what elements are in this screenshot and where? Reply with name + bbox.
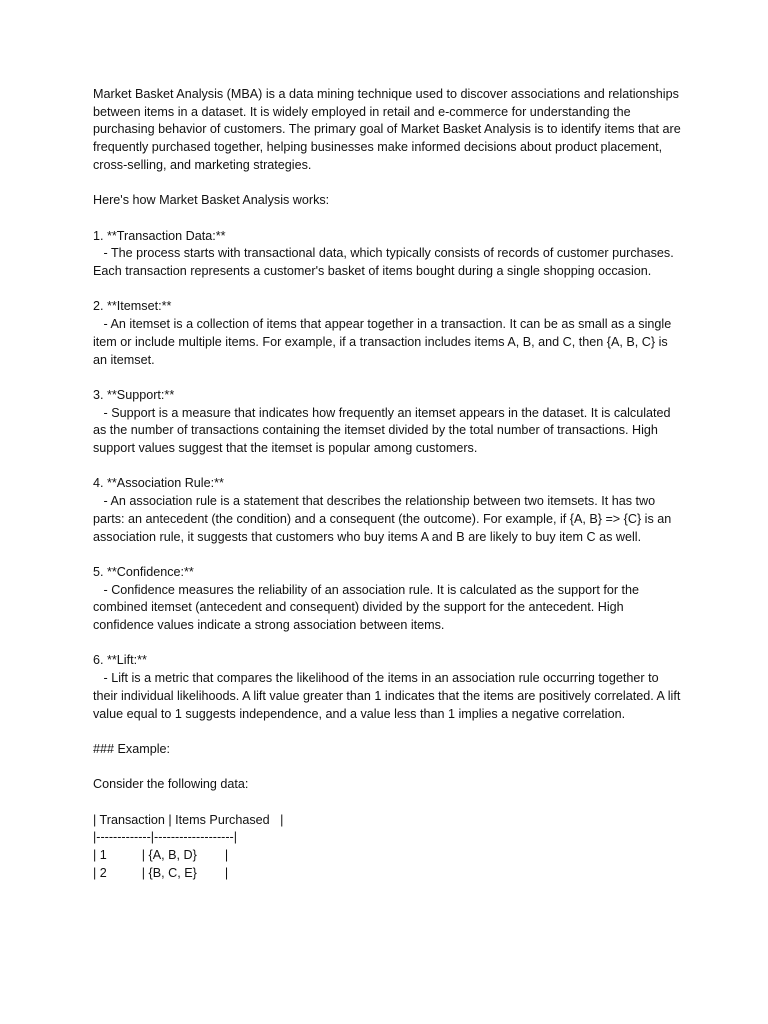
- step-heading: 2. **Itemset:**: [93, 299, 172, 314]
- step-heading: 5. **Confidence:**: [93, 564, 194, 579]
- intro-paragraph: Market Basket Analysis (MBA) is a data mining technique used to discover associations and relationships between items in a dataset. It is widely employed in retail and e-commerce for understanding the purchasing behavior of customers. The primary goal of Market Basket Analysis is to identify items that are frequently purchased together, helping businesses make informed decisions about product placement, cross-selling, and marketing strategies.: [93, 87, 685, 172]
- step-heading: 3. **Support:**: [93, 387, 175, 402]
- step-4: [93, 475, 683, 546]
- step-body: - Confidence measures the reliability of an association rule. It is calculated as the support for the combined itemset (antecedent and consequent) divided by the support for the antecedent. High confidence values indicate a strong association between items.: [93, 582, 643, 632]
- step-heading: 1. **Transaction Data:**: [93, 228, 226, 243]
- table-line: | 1 | {A, B, D} |: [93, 848, 229, 863]
- step-body: - Support is a measure that indicates how frequently an itemset appears in the dataset. It is calculated as the number of transactions containing the itemset divided by the total number of transactions. High support values suggest that the itemset is popular among customers.: [93, 405, 675, 455]
- step-body: - An itemset is a collection of items that appear together in a transaction. It can be as small as a single item or include multiple items. For example, if a transaction includes items A, B, and C, then {A, B, C} is an itemset.: [93, 317, 675, 367]
- table-line: |-------------|-------------------|: [93, 830, 238, 845]
- step-body: - An association rule is a statement that describes the relationship between two itemsets. It has two parts: an antecedent (the condition) and a consequent (the outcome). For example, if {A, B} => {C} is an association rule, it suggests that customers who buy items A and B are likely to buy item C as well.: [93, 494, 675, 544]
- step-body: - Lift is a metric that compares the likelihood of the items in an association rule occurring together to their individual likelihoods. A lift value greater than 1 indicates that the items are positively correlated. A lift value equal to 1 suggests independence, and a value less than 1 implies a negative correlation.: [93, 671, 684, 721]
- markdown-table: [93, 812, 683, 883]
- how-it-works-line: Here's how Market Basket Analysis works:: [93, 193, 330, 208]
- step-heading: 6. **Lift:**: [93, 653, 147, 668]
- table-line: | 2 | {B, C, E} |: [93, 865, 229, 880]
- step-1: [93, 228, 683, 281]
- step-body: - The process starts with transactional data, which typically consists of records of customer purchases. Each transaction represents a customer's basket of items bought during a single shopping occasion.: [93, 246, 678, 278]
- consider-line: Consider the following data:: [93, 777, 249, 792]
- document-body: [93, 86, 683, 882]
- step-heading: 4. **Association Rule:**: [93, 476, 224, 491]
- step-6: [93, 652, 683, 723]
- step-3: [93, 387, 683, 458]
- example-heading: ### Example:: [93, 741, 171, 756]
- table-line: | Transaction | Items Purchased |: [93, 812, 284, 827]
- step-2: [93, 298, 683, 369]
- step-5: [93, 564, 683, 635]
